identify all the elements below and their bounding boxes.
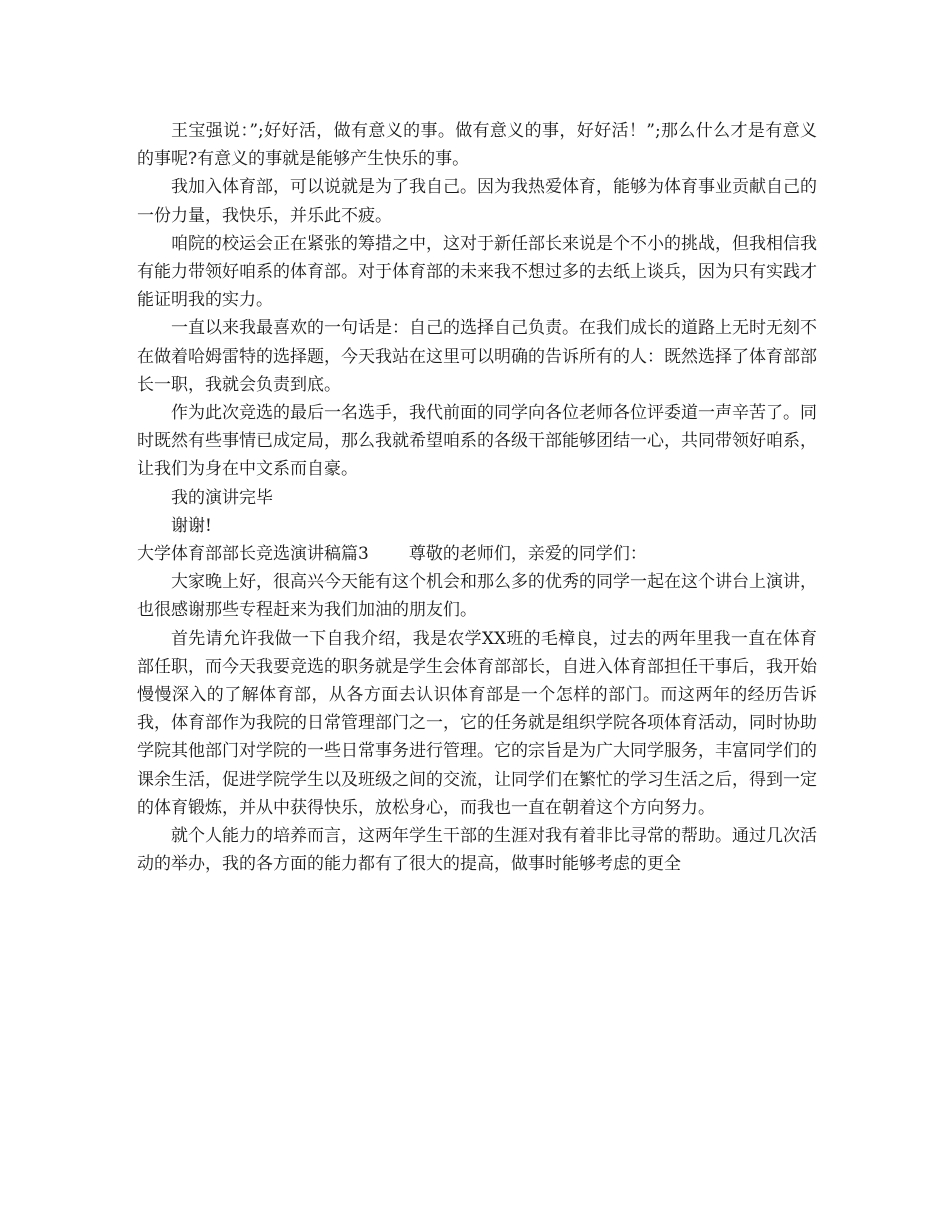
paragraph-favorite-saying: 一直以来我最喜欢的一句话是：自己的选择自己负责。在我们成长的道路上无时无刻不在做着哈姆雷特的选择题，今天我站在这里可以明确的告诉所有的人：既然选择了体育部部长一职，我就会负责到底。 xyxy=(137,318,817,395)
paragraph-quote: 王宝强说：”;好好活，做有意义的事。做有意义的事，好好活！”;那么什么才是有意义的事呢?有意义的事就是能够产生快乐的事。 xyxy=(137,121,817,170)
section-title: 大学体育部部长竞选演讲稿篇3 xyxy=(137,544,369,565)
paragraph-good-evening: 大家晚上好，很高兴今天能有这个机会和那么多的优秀的同学一起在这个讲台上演讲，也很感谢那些专程赶来为我们加油的朋友们。 xyxy=(137,572,817,621)
paragraph-sports-meet: 咱院的校运会正在紧张的筹措之中，这对于新任部长来说是个不小的挑战，但我相信我有能力带领好咱系的体育部。对于体育部的未来我不想过多的去纸上谈兵，因为只有实践才能证明我的实力。 xyxy=(137,233,817,311)
paragraph-thanks: 谢谢! xyxy=(171,515,212,536)
paragraph-self-introduction: 首先请允许我做一下自我介绍，我是农学XX班的毛樟良，过去的两年里我一直在体育部任职，而今天我要竞选的职务就是学生会体育部部长，自进入体育部担任干事后，我开始慢慢深入的了解体育部，从各方面去认识体育部是一个怎样的部门。而这两年的经历告诉我，体育部作为我院的日常管理部门之一，它的任务就是组织学院各项体育活动，同时协助学院其他部门对学院的一些日常事务进行管理。它的宗旨是为广大同学服务，丰富同学们的课余生活，促进学院学生以及班级之间的交流，让同学们在繁忙的学习生活之后，得到一定的体育锻炼，并从中获得快乐，放松身心，而我也一直在朝着这个方向努力。 xyxy=(137,628,817,818)
section-heading-line xyxy=(137,540,817,568)
paragraph-ability-growth: 就个人能力的培养而言，这两年学生干部的生涯对我有着非比寻常的帮助。通过几次活动的举办，我的各方面的能力都有了很大的提高，做事时能够考虑的更全 xyxy=(137,826,817,875)
paragraph-speech-end: 我的演讲完毕 xyxy=(171,487,273,508)
paragraph-joining-reason: 我加入体育部，可以说就是为了我自己。因为我热爱体育，能够为体育事业贡献自己的一份力量，我快乐，并乐此不疲。 xyxy=(137,177,817,226)
section-greeting: 尊敬的老师们，亲爱的同学们： xyxy=(408,544,647,565)
paragraph-last-candidate: 作为此次竞选的最后一名选手，我代前面的同学向各位老师各位评委道一声辛苦了。同时既然有些事情已成定局，那么我就希望咱系的各级干部能够团结一心，共同带领好咱系，让我们为身在中文系而自豪。 xyxy=(137,403,817,480)
document-body xyxy=(137,117,817,878)
